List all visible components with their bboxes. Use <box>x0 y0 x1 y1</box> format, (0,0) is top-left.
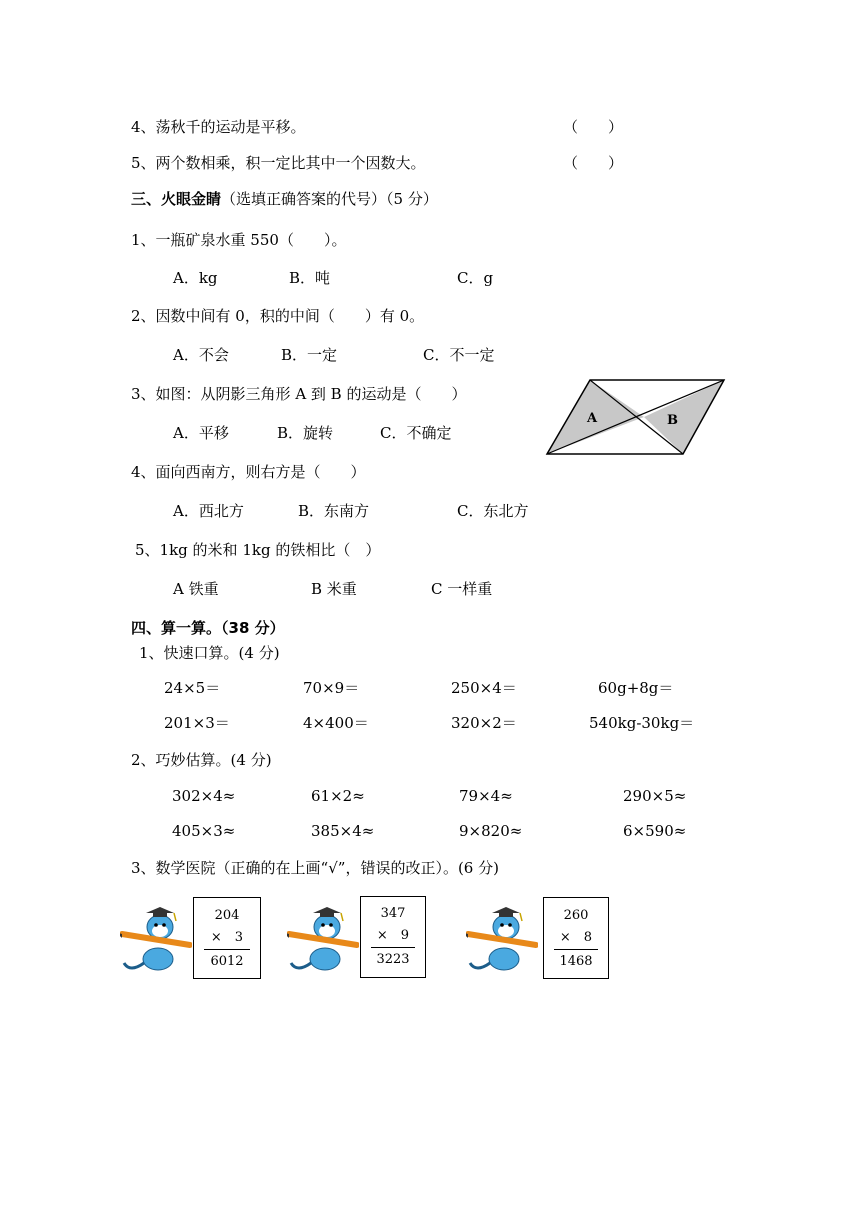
estimate-1-3: 79×4≈ <box>459 787 513 805</box>
choice-q4-option-a[interactable]: A．西北方 <box>173 502 244 520</box>
parallelogram-figure <box>540 374 730 460</box>
choice-q5-option-a[interactable]: A 铁重 <box>173 580 219 598</box>
oral-calc-1-3: 250×4＝ <box>451 679 517 697</box>
choice-q5-stem: 5、1kg 的米和 1kg 的铁相比（ ） <box>135 541 381 559</box>
cat-mascot-icon <box>466 897 538 975</box>
section3-instruction: （选填正确答案的代号）（5 分） <box>221 190 438 208</box>
calc-3-rule <box>554 949 598 950</box>
choice-q3-stem: 3、如图：从阴影三角形 A 到 B 的运动是（ ） <box>131 385 467 403</box>
estimate-2-3: 9×820≈ <box>459 822 523 840</box>
choice-q4-option-c[interactable]: C．东北方 <box>457 502 529 520</box>
sub3-title: 3、数学医院（正确的在上画“√”，错误的改正）。(6 分) <box>131 859 499 877</box>
choice-q4-stem: 4、面向西南方，则右方是（ ） <box>131 463 366 481</box>
oral-calc-2-4: 540kg-30kg＝ <box>589 714 695 732</box>
oral-calc-1-1: 24×5＝ <box>164 679 221 697</box>
section3-heading <box>131 189 438 209</box>
choice-q5-option-c[interactable]: C 一样重 <box>431 580 493 598</box>
estimate-1-2: 61×2≈ <box>311 787 365 805</box>
estimate-1-4: 290×5≈ <box>623 787 687 805</box>
estimate-1-1: 302×4≈ <box>172 787 236 805</box>
choice-q2-stem: 2、因数中间有 0，积的中间（ ）有 0。 <box>131 307 425 325</box>
calc-3-multiplier: × 8 <box>559 930 593 945</box>
oral-calc-1-4: 60g+8g＝ <box>598 679 674 697</box>
choice-q5-option-b[interactable]: B 米重 <box>311 580 357 598</box>
judge-q5-answer-paren[interactable]: （ ） <box>563 154 624 172</box>
calc-1-result: 6012 <box>210 954 244 969</box>
calc-3-result: 1468 <box>559 954 593 969</box>
judge-q4-text: 4、荡秋千的运动是平移。 <box>131 118 306 136</box>
choice-q4-option-b[interactable]: B．东南方 <box>298 502 370 520</box>
choice-q1-option-b[interactable]: B．吨 <box>289 269 331 287</box>
calc-3-top: 260 <box>563 908 589 923</box>
estimate-2-4: 6×590≈ <box>623 822 687 840</box>
section4-title: 四、算一算。（38 分） <box>131 619 285 637</box>
oral-calc-2-2: 4×400＝ <box>303 714 369 732</box>
calc-1-rule <box>204 949 250 950</box>
calc-box-1 <box>193 897 261 979</box>
oral-calc-2-1: 201×3＝ <box>164 714 230 732</box>
choice-q1-option-c[interactable]: C．g <box>457 269 494 287</box>
choice-q2-option-c[interactable]: C．不一定 <box>423 346 495 364</box>
choice-q3-option-b[interactable]: B．旋转 <box>277 424 334 442</box>
calc-2-top: 347 <box>380 906 406 921</box>
calc-box-3 <box>543 897 609 979</box>
choice-q3-option-a[interactable]: A．平移 <box>173 424 229 442</box>
choice-q3-option-c[interactable]: C．不确定 <box>380 424 452 442</box>
triangle-label-a: A <box>587 411 598 426</box>
sub1-title: 1、快速口算。(4 分) <box>139 644 280 662</box>
calc-1-multiplier: × 3 <box>210 930 244 945</box>
calc-2-multiplier: × 9 <box>376 928 410 943</box>
calc-2-result: 3223 <box>376 952 410 967</box>
estimate-2-2: 385×4≈ <box>311 822 375 840</box>
oral-calc-1-2: 70×9＝ <box>303 679 360 697</box>
calc-box-2 <box>360 896 426 978</box>
choice-q1-option-a[interactable]: A．kg <box>173 269 218 287</box>
cat-mascot-icon <box>287 897 359 975</box>
estimate-2-1: 405×3≈ <box>172 822 236 840</box>
calc-2-rule <box>371 947 415 948</box>
cat-mascot-icon <box>120 897 192 975</box>
triangle-label-b: B <box>667 413 678 428</box>
section3-title: 三、火眼金睛 <box>131 190 222 208</box>
choice-q2-option-a[interactable]: A．不会 <box>173 346 229 364</box>
choice-q2-option-b[interactable]: B．一定 <box>281 346 338 364</box>
judge-q4-answer-paren[interactable]: （ ） <box>563 118 624 136</box>
judge-q5-text: 5、两个数相乘，积一定比其中一个因数大。 <box>131 154 426 172</box>
triangle-b-shaded <box>644 380 724 454</box>
sub2-title: 2、巧妙估算。(4 分) <box>131 751 272 769</box>
oral-calc-2-3: 320×2＝ <box>451 714 517 732</box>
calc-1-top: 204 <box>214 908 240 923</box>
choice-q1-stem: 1、一瓶矿泉水重 550（ ）。 <box>131 231 347 249</box>
